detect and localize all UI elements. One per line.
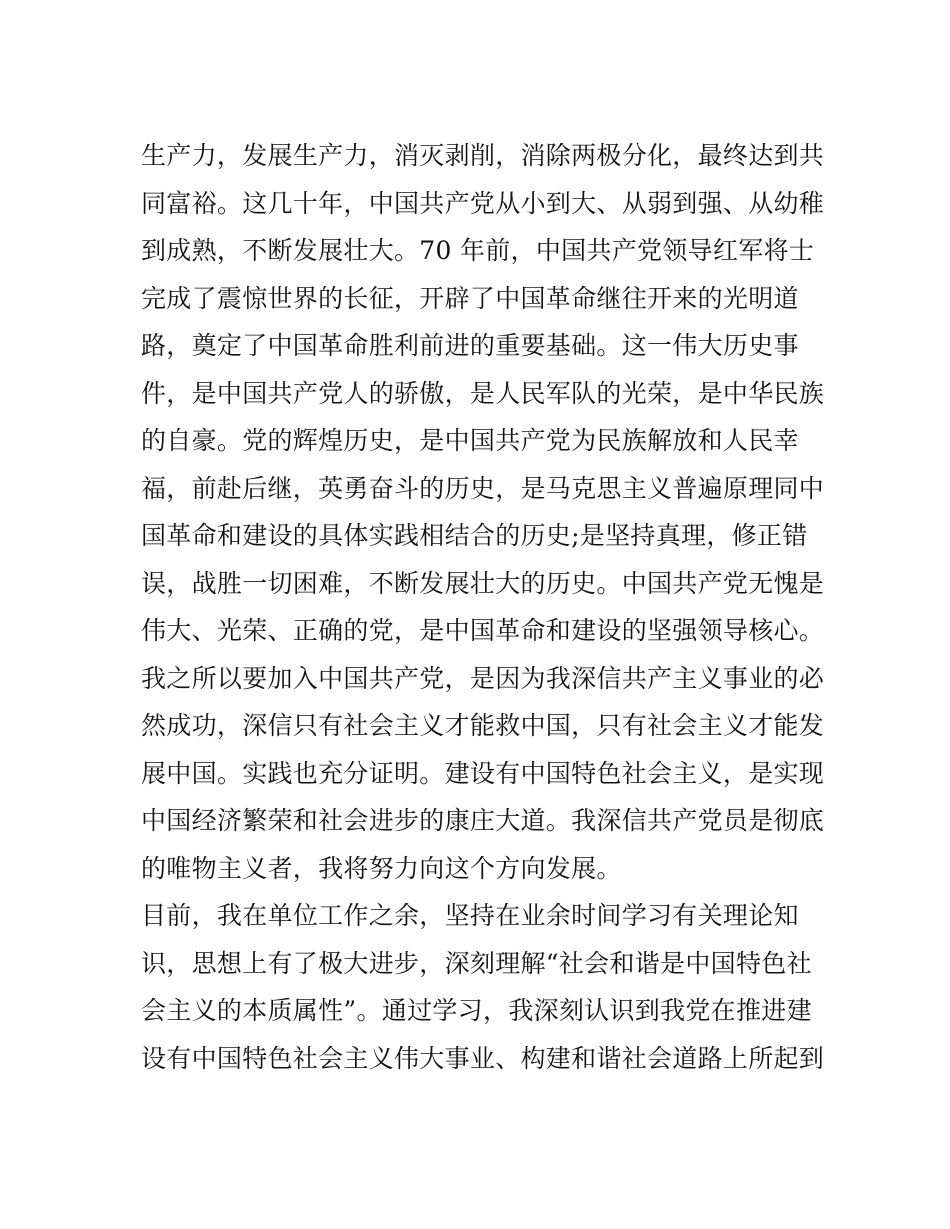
text-line: 的唯物主义者，我将努力向这个方向发展。 — [141, 853, 622, 883]
text-line: 识，思想上有了极大进步，深刻理解“社会和谐是中国特色社 — [141, 948, 812, 978]
text-line: 件，是中国共产党人的骄傲，是人民军队的光荣，是中华民族 — [141, 378, 825, 408]
text-line: 展中国。实践也充分证明。建设有中国特色社会主义，是实现 — [141, 758, 825, 788]
text-line: 伟大、光荣、正确的党，是中国革命和建设的坚强领导核心。 — [141, 616, 825, 645]
text-line: 中国经济繁荣和社会进步的康庄大道。我深信共产党员是彻底 — [141, 806, 825, 835]
text-line: 设有中国特色社会主义伟大事业、构建和谐社会道路上所起到 — [141, 1043, 825, 1073]
text-line: 同富裕。这几十年，中国共产党从小到大、从弱到强、从幼稚 — [141, 188, 825, 218]
text-line: 的自豪。党的辉煌历史，是中国共产党为民族解放和人民幸 — [141, 426, 799, 455]
text-line: 国革命和建设的具体实践相结合的历史;是坚持真理，修正错 — [141, 521, 808, 550]
text-line: 福，前赴后继，英勇奋斗的历史，是马克思主义普遍原理同中 — [141, 473, 825, 503]
text-line: 误，战胜一切困难，不断发展壮大的历史。中国共产党无愧是 — [141, 568, 825, 598]
text-line: 我之所以要加入中国共产党，是因为我深信共产主义事业的必 — [141, 663, 825, 693]
text-line: 生产力，发展生产力，消灭剥削，消除两极分化，最终达到共 — [141, 141, 825, 170]
text-line: 完成了震惊世界的长征，开辟了中国革命继往开来的光明道 — [141, 283, 799, 313]
text-line: 会主义的本质属性”。通过学习，我深刻认识到我党在推进建 — [141, 996, 812, 1025]
body-text — [141, 132, 825, 1082]
text-line: 然成功，深信只有社会主义才能救中国，只有社会主义才能发 — [141, 711, 825, 740]
text-line: 到成熟，不断发展壮大。70 年前，中国共产党领导红军将士 — [141, 236, 815, 265]
text-line: 目前，我在单位工作之余，坚持在业余时间学习有关理论知 — [141, 901, 799, 930]
text-line: 路，奠定了中国革命胜利前进的重要基础。这一伟大历史事 — [141, 331, 799, 360]
